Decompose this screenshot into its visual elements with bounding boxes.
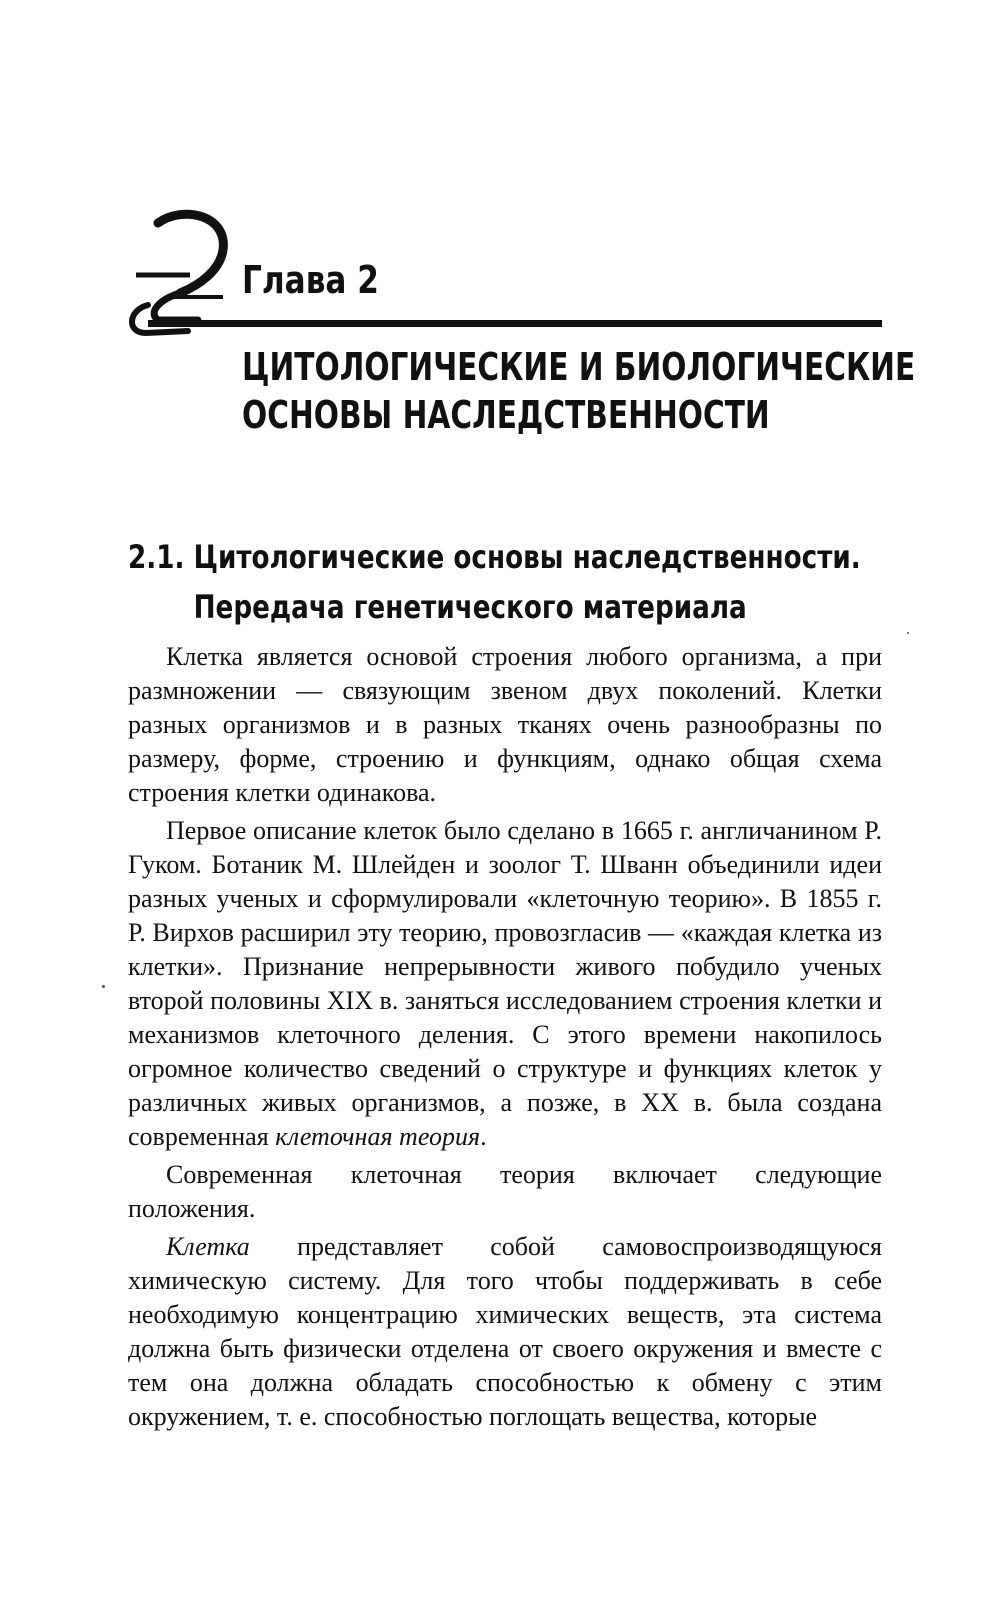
section-title-line-1: Цитологические основы наследственности.: [193, 538, 861, 576]
chapter-title-line-2: ОСНОВЫ НАСЛЕДСТВЕННОСТИ: [242, 393, 770, 437]
section-title-line-2: Передача генетического материала: [193, 588, 747, 626]
paragraph: Современная клеточная теория включает следующие положения.: [128, 1160, 882, 1223]
italic-term: Клетка: [166, 1232, 250, 1261]
paragraph: Клетка является основой строения любого организма, а при размножении — связующим звеном двух поколений. Клетки разных организмов и в разных тканях очень разнообразны по размеру, форме, строению и функциям, однако общая схема строения клетки одинакова.: [128, 642, 882, 807]
scan-speck: [102, 985, 105, 988]
body-text: [128, 640, 882, 1438]
section-heading: [128, 532, 866, 632]
paragraph: Первое описание клеток было сделано в 1665 г. англичанином Р. Гуком. Ботаник М. Шлейден и зоолог Т. Шванн объединили идеи разных ученых и сформулировали «клеточную теорию». В 1855 г. Р. Вирхов расширил эту теорию, провозгласив — «каждая клетка из клетки». Признание непрерывности живого побудило ученых второй половины XIX в. заняться исследованием строения клетки и механизмов клеточного деления. С этого времени накопилось огромное количество сведений о структуре и функциях клеток у различных живых организмов, а позже, в XX в. была создана современная клеточная теория.: [128, 816, 882, 1151]
chapter-title: [242, 343, 916, 439]
italic-term: клеточная теория: [275, 1122, 481, 1151]
chapter-title-line-1: ЦИТОЛОГИЧЕСКИЕ И БИОЛОГИЧЕСКИЕ: [242, 345, 916, 389]
chapter-rule: [148, 320, 882, 327]
paragraph: Клетка представляет собой самовоспроизводящуюся химическую систему. Для того чтобы поддерживать в себе необходимую концентрацию химических веществ, эта система должна быть физически отделена от своего окружения и вместе с тем она должна обладать способностью к обмену с этим окружением, т. е. способностью поглощать вещества, которые: [128, 1232, 882, 1431]
section-number: 2.1.: [128, 538, 185, 576]
chapter-label: Глава 2: [242, 258, 379, 302]
scan-speck: [907, 632, 909, 634]
